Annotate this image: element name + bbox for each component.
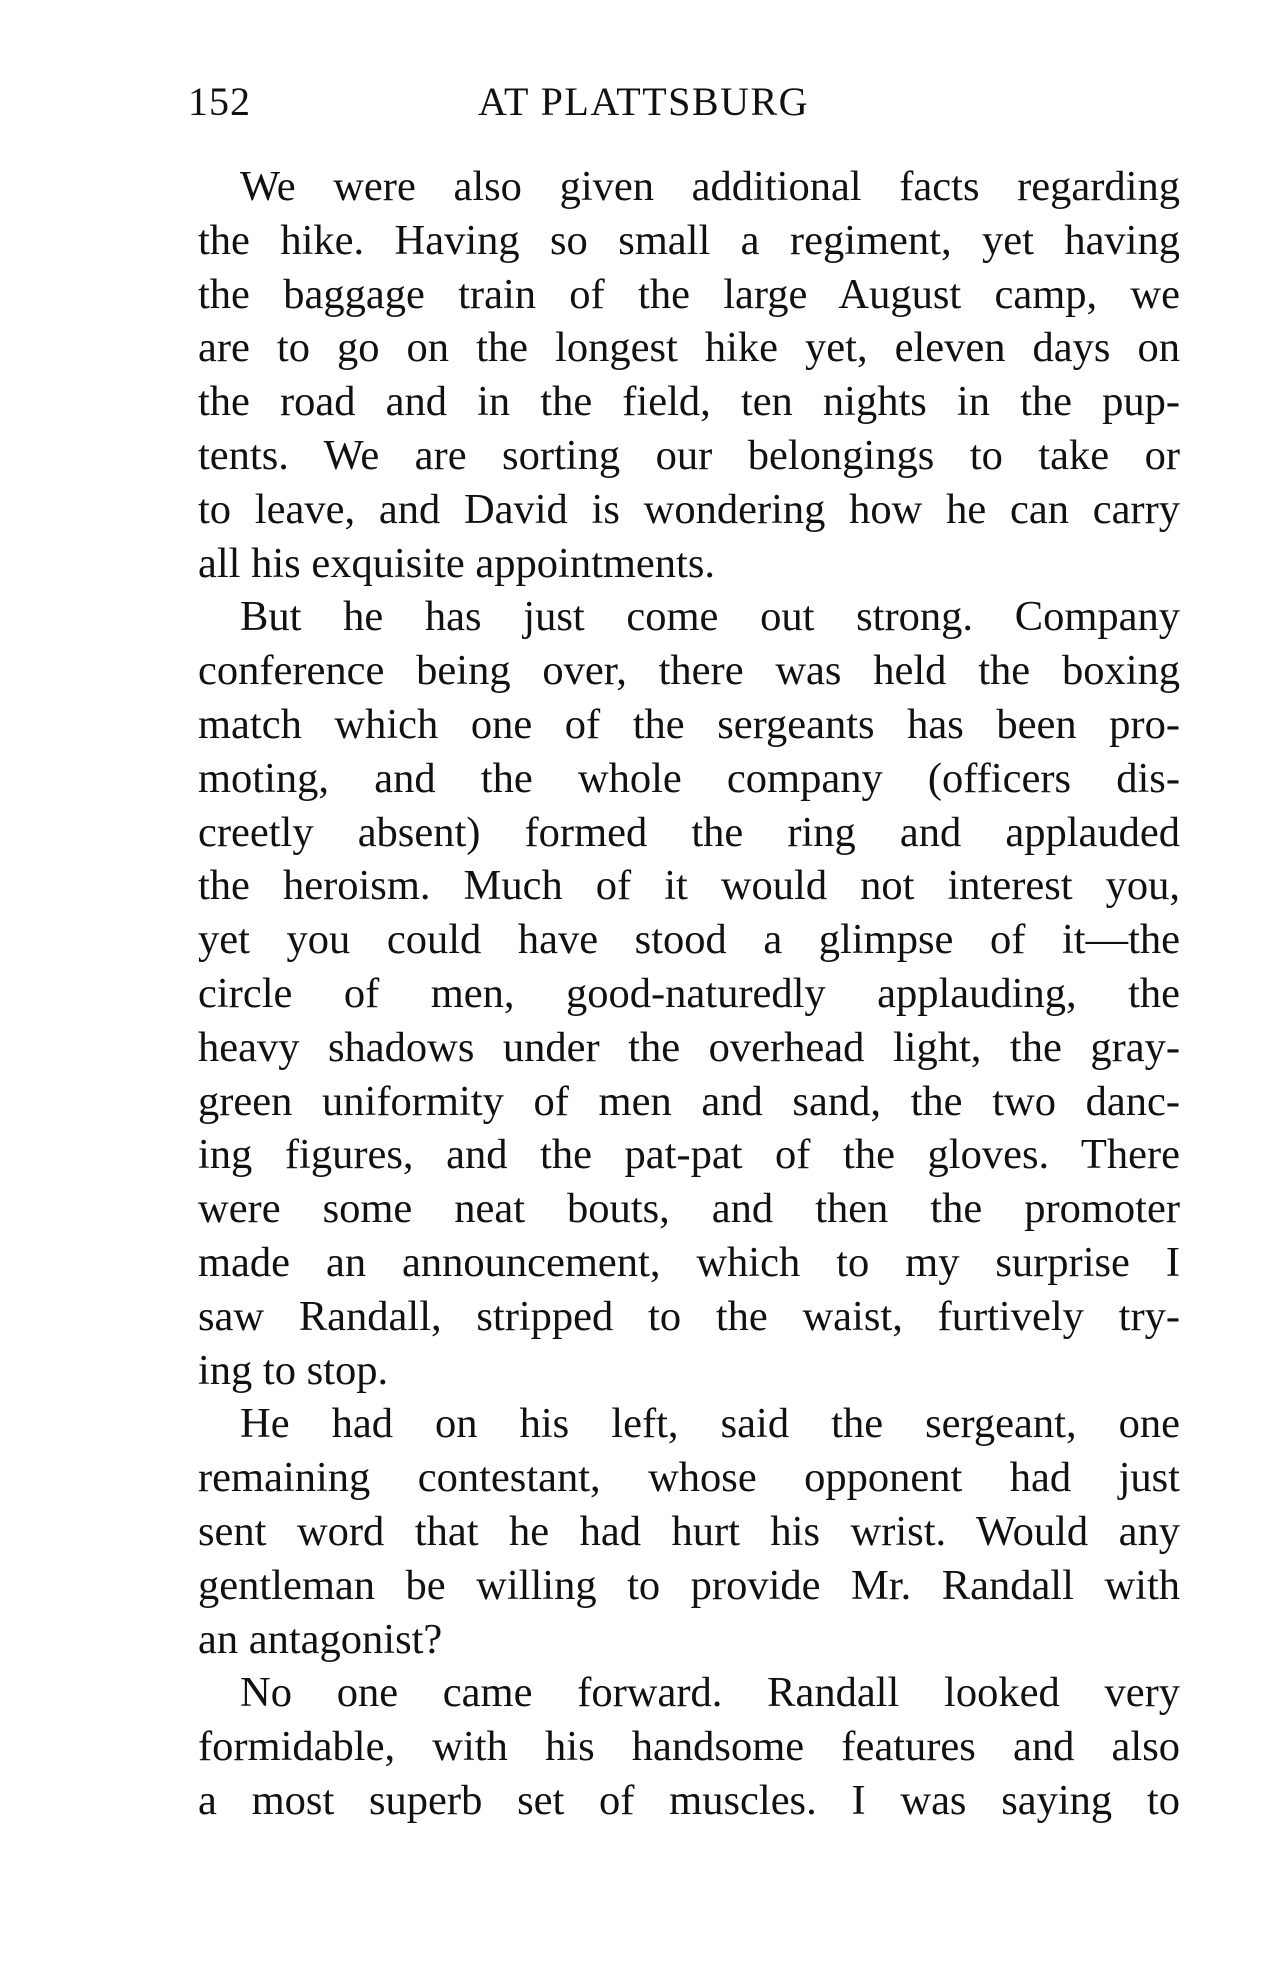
text-line: sent word that he had hurt his wrist. Would any — [198, 1507, 1180, 1555]
text-line: remaining contestant, whose opponent had just — [198, 1454, 1180, 1502]
text-line: the heroism. Much of it would not interest you, — [198, 862, 1180, 910]
text-line: green uniformity of men and sand, the two danc- — [198, 1077, 1180, 1125]
text-line: were some neat bouts, and then the promoter — [198, 1185, 1180, 1233]
text-line: yet you could have stood a glimpse of it—the — [198, 916, 1180, 964]
text-line: the road and in the field, ten nights in the pup- — [198, 378, 1180, 426]
text-line: the hike. Having so small a regiment, yet having — [198, 216, 1180, 264]
text-line: ing to stop. — [198, 1346, 389, 1394]
text-line: circle of men, good-naturedly applauding, the — [198, 969, 1180, 1017]
running-head — [188, 72, 1188, 132]
running-title: AT PLATTSBURG — [478, 79, 810, 124]
text-line: He had on his left, said the sergeant, one — [240, 1400, 1180, 1448]
text-line: an antagonist? — [198, 1615, 443, 1663]
text-line: ing figures, and the pat-pat of the gloves. There — [198, 1131, 1180, 1179]
text-line: a most superb set of muscles. I was saying to — [198, 1776, 1180, 1824]
text-line: We were also given additional facts regarding — [240, 163, 1180, 210]
text-line: No one came forward. Randall looked very — [240, 1669, 1180, 1717]
text-line: moting, and the whole company (officers dis- — [198, 754, 1180, 802]
text-line: all his exquisite appointments. — [198, 539, 716, 587]
text-line: creetly absent) formed the ring and applauded — [198, 808, 1180, 856]
text-line: But he has just come out strong. Company — [240, 593, 1180, 641]
text-line: the baggage train of the large August camp, we — [198, 270, 1180, 318]
text-line: formidable, with his handsome features and also — [198, 1723, 1180, 1771]
body-text — [198, 160, 1180, 1828]
text-line: saw Randall, stripped to the waist, furtively try- — [198, 1292, 1180, 1340]
text-line: conference being over, there was held the boxing — [198, 647, 1180, 695]
text-line: to leave, and David is wondering how he can carry — [198, 485, 1180, 533]
text-line: match which one of the sergeants has been pro- — [198, 700, 1180, 748]
text-line: tents. We are sorting our belongings to take or — [198, 431, 1180, 479]
text-line: made an announcement, which to my surprise I — [198, 1238, 1180, 1286]
page-number: 152 — [188, 79, 251, 124]
text-line: gentleman be willing to provide Mr. Randall with — [198, 1561, 1180, 1609]
text-line: heavy shadows under the overhead light, the gray- — [198, 1023, 1180, 1071]
text-line: are to go on the longest hike yet, eleven days on — [198, 324, 1180, 372]
